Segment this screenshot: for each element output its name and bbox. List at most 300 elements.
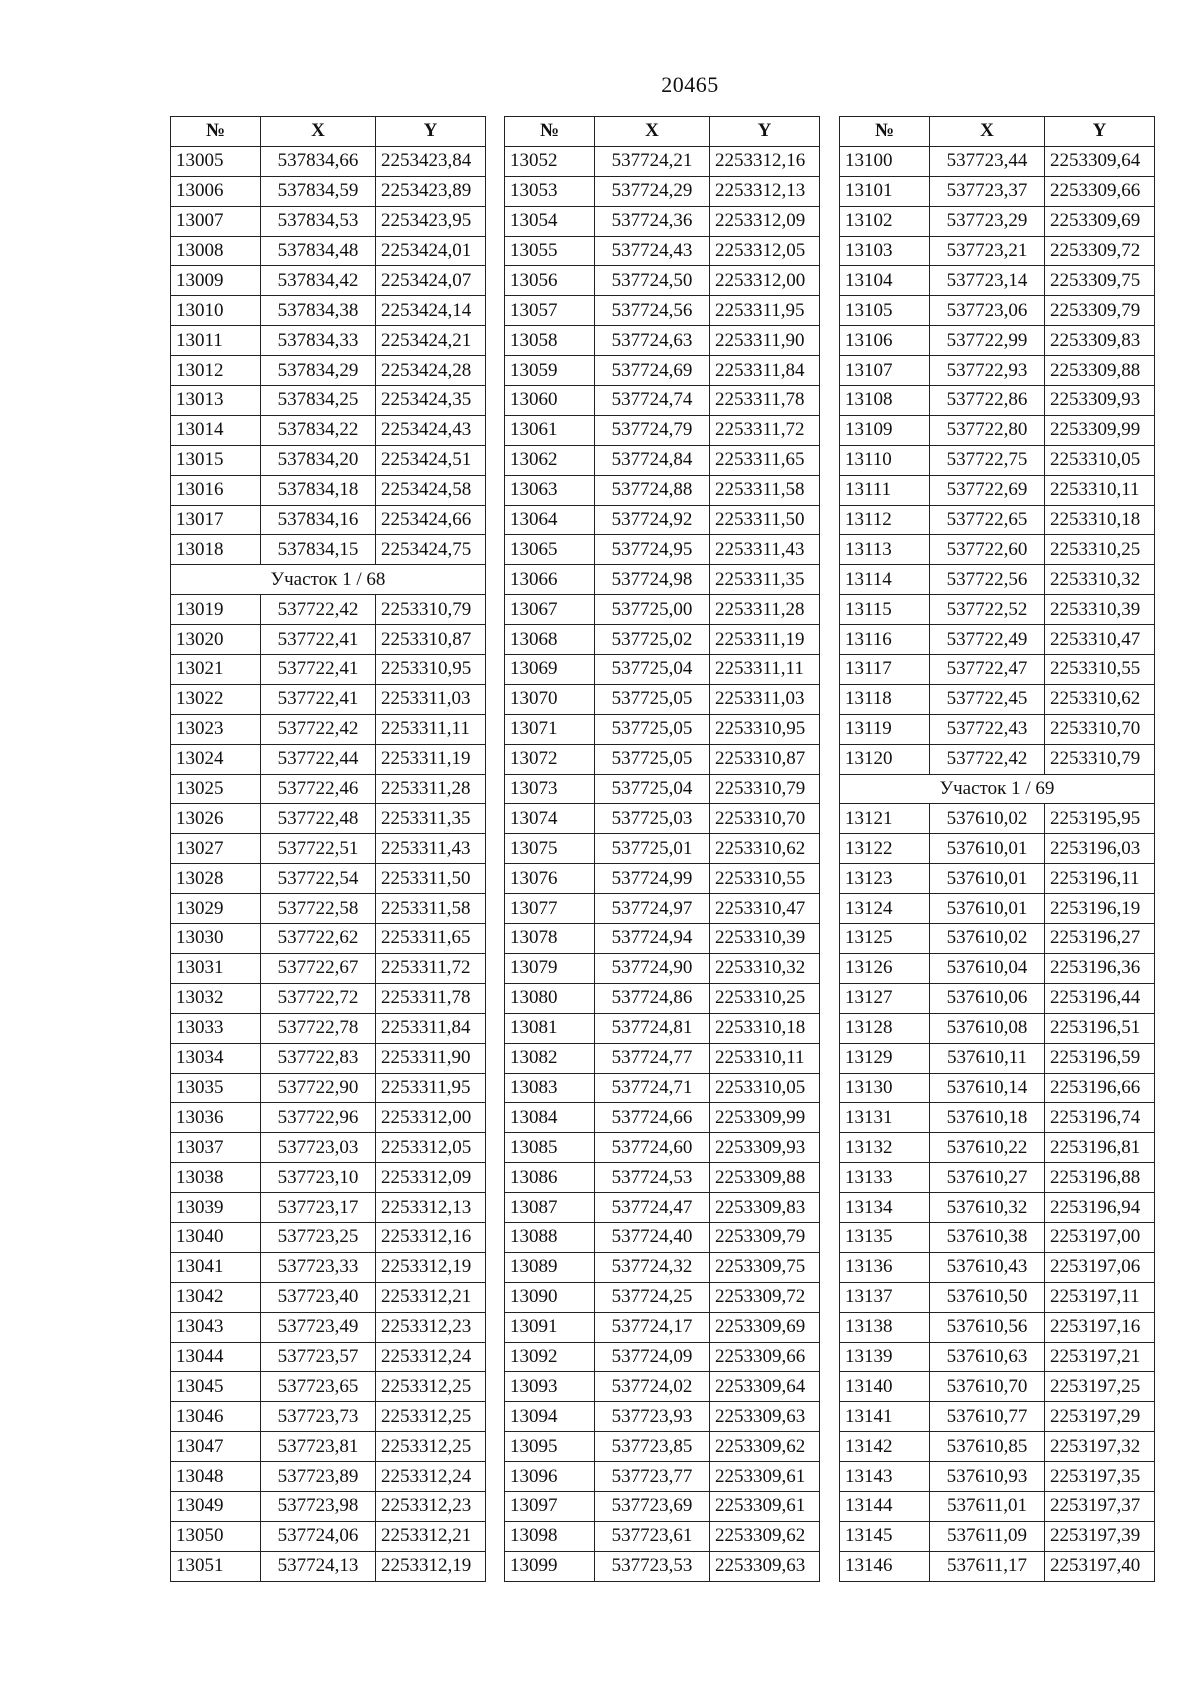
- y-coordinate: 2253310,95: [710, 714, 820, 744]
- y-coordinate: 2253424,35: [376, 386, 486, 416]
- table-row: [171, 1342, 486, 1372]
- point-number: 13008: [171, 236, 261, 266]
- x-coordinate: 537723,10: [261, 1163, 376, 1193]
- x-coordinate: 537724,94: [595, 924, 710, 954]
- x-coordinate: 537610,01: [930, 834, 1045, 864]
- table-row: [505, 924, 820, 954]
- table-row: [505, 1432, 820, 1462]
- x-coordinate: 537722,41: [261, 684, 376, 714]
- x-coordinate: 537724,63: [595, 326, 710, 356]
- x-coordinate: 537722,67: [261, 953, 376, 983]
- header-number: №: [505, 117, 595, 147]
- point-number: 13069: [505, 655, 595, 685]
- x-coordinate: 537723,29: [930, 206, 1045, 236]
- table-row: [505, 1521, 820, 1551]
- y-coordinate: 2253309,88: [710, 1163, 820, 1193]
- table-row: [171, 1013, 486, 1043]
- table-row: [505, 894, 820, 924]
- point-number: 13071: [505, 714, 595, 744]
- table-header-row: [171, 117, 486, 147]
- point-number: 13017: [171, 505, 261, 535]
- point-number: 13085: [505, 1133, 595, 1163]
- table-row: [171, 1551, 486, 1581]
- table-row: [840, 266, 1155, 296]
- y-coordinate: 2253309,64: [1045, 146, 1155, 176]
- x-coordinate: 537723,37: [930, 176, 1045, 206]
- x-coordinate: 537724,97: [595, 894, 710, 924]
- point-number: 13132: [840, 1133, 930, 1163]
- table-row: [505, 356, 820, 386]
- point-number: 13020: [171, 625, 261, 655]
- point-number: 13032: [171, 983, 261, 1013]
- y-coordinate: 2253311,95: [710, 296, 820, 326]
- point-number: 13142: [840, 1432, 930, 1462]
- point-number: 13108: [840, 386, 930, 416]
- table-row: [840, 505, 1155, 535]
- x-coordinate: 537610,93: [930, 1462, 1045, 1492]
- point-number: 13022: [171, 684, 261, 714]
- y-coordinate: 2253310,95: [376, 655, 486, 685]
- point-number: 13042: [171, 1282, 261, 1312]
- point-number: 13131: [840, 1103, 930, 1133]
- x-coordinate: 537722,96: [261, 1103, 376, 1133]
- x-coordinate: 537724,88: [595, 475, 710, 505]
- point-number: 13010: [171, 296, 261, 326]
- y-coordinate: 2253310,79: [1045, 744, 1155, 774]
- x-coordinate: 537725,01: [595, 834, 710, 864]
- table-row: [171, 1491, 486, 1521]
- point-number: 13116: [840, 625, 930, 655]
- table-row: [840, 565, 1155, 595]
- y-coordinate: 2253311,35: [376, 804, 486, 834]
- table-row: [171, 804, 486, 834]
- x-coordinate: 537722,78: [261, 1013, 376, 1043]
- y-coordinate: 2253311,65: [710, 445, 820, 475]
- x-coordinate: 537724,21: [595, 146, 710, 176]
- y-coordinate: 2253312,13: [376, 1193, 486, 1223]
- header-number: №: [171, 117, 261, 147]
- point-number: 13052: [505, 146, 595, 176]
- point-number: 13120: [840, 744, 930, 774]
- table-row: [171, 983, 486, 1013]
- table-row: [840, 684, 1155, 714]
- x-coordinate: 537723,25: [261, 1222, 376, 1252]
- point-number: 13110: [840, 445, 930, 475]
- table-row: [171, 1073, 486, 1103]
- y-coordinate: 2253311,90: [710, 326, 820, 356]
- x-coordinate: 537834,15: [261, 535, 376, 565]
- table-row: [505, 236, 820, 266]
- x-coordinate: 537610,06: [930, 983, 1045, 1013]
- y-coordinate: 2253423,84: [376, 146, 486, 176]
- table-row: [840, 804, 1155, 834]
- y-coordinate: 2253197,06: [1045, 1252, 1155, 1282]
- x-coordinate: 537834,53: [261, 206, 376, 236]
- x-coordinate: 537722,75: [930, 445, 1045, 475]
- point-number: 13144: [840, 1491, 930, 1521]
- point-number: 13011: [171, 326, 261, 356]
- point-number: 13068: [505, 625, 595, 655]
- y-coordinate: 2253310,87: [710, 744, 820, 774]
- y-coordinate: 2253310,25: [1045, 535, 1155, 565]
- table-row: [840, 714, 1155, 744]
- x-coordinate: 537724,95: [595, 535, 710, 565]
- table-row: [171, 266, 486, 296]
- table-row: [840, 1222, 1155, 1252]
- y-coordinate: 2253311,58: [710, 475, 820, 505]
- y-coordinate: 2253311,43: [376, 834, 486, 864]
- point-number: 13030: [171, 924, 261, 954]
- x-coordinate: 537722,49: [930, 625, 1045, 655]
- x-coordinate: 537722,42: [930, 744, 1045, 774]
- table-row: [171, 1222, 486, 1252]
- y-coordinate: 2253309,72: [710, 1282, 820, 1312]
- y-coordinate: 2253196,81: [1045, 1133, 1155, 1163]
- table-row: [171, 1252, 486, 1282]
- header-x: X: [595, 117, 710, 147]
- y-coordinate: 2253310,62: [710, 834, 820, 864]
- y-coordinate: 2253309,99: [1045, 415, 1155, 445]
- table-header-row: [840, 117, 1155, 147]
- y-coordinate: 2253309,79: [1045, 296, 1155, 326]
- y-coordinate: 2253423,95: [376, 206, 486, 236]
- x-coordinate: 537724,60: [595, 1133, 710, 1163]
- y-coordinate: 2253424,51: [376, 445, 486, 475]
- point-number: 13074: [505, 804, 595, 834]
- x-coordinate: 537610,27: [930, 1163, 1045, 1193]
- y-coordinate: 2253309,99: [710, 1103, 820, 1133]
- point-number: 13115: [840, 595, 930, 625]
- x-coordinate: 537834,16: [261, 505, 376, 535]
- y-coordinate: 2253312,25: [376, 1432, 486, 1462]
- x-coordinate: 537722,51: [261, 834, 376, 864]
- y-coordinate: 2253197,21: [1045, 1342, 1155, 1372]
- x-coordinate: 537610,02: [930, 804, 1045, 834]
- table-row: [840, 1462, 1155, 1492]
- table-row: [505, 714, 820, 744]
- table-row: [840, 744, 1155, 774]
- table-row: [505, 1043, 820, 1073]
- point-number: 13054: [505, 206, 595, 236]
- table-row: [840, 356, 1155, 386]
- table-row: [171, 864, 486, 894]
- x-coordinate: 537723,65: [261, 1372, 376, 1402]
- x-coordinate: 537724,71: [595, 1073, 710, 1103]
- point-number: 13095: [505, 1432, 595, 1462]
- table-row: [171, 1462, 486, 1492]
- table-row: [840, 386, 1155, 416]
- x-coordinate: 537723,89: [261, 1462, 376, 1492]
- table-row: [505, 1252, 820, 1282]
- point-number: 13121: [840, 804, 930, 834]
- point-number: 13093: [505, 1372, 595, 1402]
- x-coordinate: 537724,43: [595, 236, 710, 266]
- x-coordinate: 537611,17: [930, 1551, 1045, 1581]
- point-number: 13125: [840, 924, 930, 954]
- x-coordinate: 537723,61: [595, 1521, 710, 1551]
- point-number: 13105: [840, 296, 930, 326]
- x-coordinate: 537722,54: [261, 864, 376, 894]
- point-number: 13079: [505, 953, 595, 983]
- table-row: [840, 834, 1155, 864]
- point-number: 13107: [840, 356, 930, 386]
- point-number: 13041: [171, 1252, 261, 1282]
- table-row: [505, 1342, 820, 1372]
- x-coordinate: 537722,42: [261, 714, 376, 744]
- x-coordinate: 537610,01: [930, 894, 1045, 924]
- point-number: 13136: [840, 1252, 930, 1282]
- y-coordinate: 2253197,37: [1045, 1491, 1155, 1521]
- y-coordinate: 2253310,25: [710, 983, 820, 1013]
- y-coordinate: 2253311,58: [376, 894, 486, 924]
- y-coordinate: 2253309,69: [710, 1312, 820, 1342]
- table-row: [171, 475, 486, 505]
- table-row: [171, 1312, 486, 1342]
- point-number: 13086: [505, 1163, 595, 1193]
- point-number: 13024: [171, 744, 261, 774]
- x-coordinate: 537722,48: [261, 804, 376, 834]
- y-coordinate: 2253311,78: [376, 983, 486, 1013]
- point-number: 13139: [840, 1342, 930, 1372]
- x-coordinate: 537610,77: [930, 1402, 1045, 1432]
- point-number: 13064: [505, 505, 595, 535]
- table-row: [171, 894, 486, 924]
- y-coordinate: 2253310,05: [1045, 445, 1155, 475]
- y-coordinate: 2253424,66: [376, 505, 486, 535]
- table-row: [505, 1163, 820, 1193]
- x-coordinate: 537724,84: [595, 445, 710, 475]
- y-coordinate: 2253312,05: [710, 236, 820, 266]
- table-row: [171, 1133, 486, 1163]
- x-coordinate: 537724,06: [261, 1521, 376, 1551]
- y-coordinate: 2253311,78: [710, 386, 820, 416]
- y-coordinate: 2253310,79: [710, 774, 820, 804]
- table-row: [171, 655, 486, 685]
- y-coordinate: 2253196,94: [1045, 1193, 1155, 1223]
- x-coordinate: 537610,63: [930, 1342, 1045, 1372]
- x-coordinate: 537834,66: [261, 146, 376, 176]
- y-coordinate: 2253197,35: [1045, 1462, 1155, 1492]
- y-coordinate: 2253312,13: [710, 176, 820, 206]
- table-row: [505, 326, 820, 356]
- table-row: [505, 296, 820, 326]
- point-number: 13113: [840, 535, 930, 565]
- y-coordinate: 2253197,16: [1045, 1312, 1155, 1342]
- table-row: [840, 595, 1155, 625]
- table-row: [840, 1312, 1155, 1342]
- y-coordinate: 2253311,95: [376, 1073, 486, 1103]
- y-coordinate: 2253424,07: [376, 266, 486, 296]
- x-coordinate: 537723,98: [261, 1491, 376, 1521]
- table-row: [505, 1282, 820, 1312]
- point-number: 13072: [505, 744, 595, 774]
- y-coordinate: 2253197,29: [1045, 1402, 1155, 1432]
- table-row: [505, 1551, 820, 1581]
- point-number: 13092: [505, 1342, 595, 1372]
- x-coordinate: 537722,60: [930, 535, 1045, 565]
- x-coordinate: 537834,38: [261, 296, 376, 326]
- point-number: 13102: [840, 206, 930, 236]
- y-coordinate: 2253312,24: [376, 1342, 486, 1372]
- x-coordinate: 537724,53: [595, 1163, 710, 1193]
- table-row: [840, 1491, 1155, 1521]
- table-row: [171, 1043, 486, 1073]
- x-coordinate: 537723,40: [261, 1282, 376, 1312]
- y-coordinate: 2253311,03: [710, 684, 820, 714]
- table-row: [171, 535, 486, 565]
- y-coordinate: 2253312,23: [376, 1491, 486, 1521]
- y-coordinate: 2253310,47: [710, 894, 820, 924]
- y-coordinate: 2253311,65: [376, 924, 486, 954]
- x-coordinate: 537834,59: [261, 176, 376, 206]
- x-coordinate: 537724,77: [595, 1043, 710, 1073]
- point-number: 13099: [505, 1551, 595, 1581]
- point-number: 13111: [840, 475, 930, 505]
- point-number: 13145: [840, 1521, 930, 1551]
- table-row: [840, 1551, 1155, 1581]
- section-row: [171, 565, 486, 595]
- table-row: [840, 1103, 1155, 1133]
- table-row: [840, 445, 1155, 475]
- y-coordinate: 2253310,87: [376, 625, 486, 655]
- y-coordinate: 2253312,00: [710, 266, 820, 296]
- x-coordinate: 537834,42: [261, 266, 376, 296]
- point-number: 13055: [505, 236, 595, 266]
- header-number: №: [840, 117, 930, 147]
- y-coordinate: 2253309,64: [710, 1372, 820, 1402]
- x-coordinate: 537724,25: [595, 1282, 710, 1312]
- point-number: 13130: [840, 1073, 930, 1103]
- table-row: [840, 206, 1155, 236]
- x-coordinate: 537724,69: [595, 356, 710, 386]
- table-row: [505, 415, 820, 445]
- y-coordinate: 2253310,70: [1045, 714, 1155, 744]
- table-row: [840, 1342, 1155, 1372]
- x-coordinate: 537724,74: [595, 386, 710, 416]
- table-row: [505, 1073, 820, 1103]
- point-number: 13058: [505, 326, 595, 356]
- y-coordinate: 2253424,21: [376, 326, 486, 356]
- point-number: 13140: [840, 1372, 930, 1402]
- table-row: [840, 655, 1155, 685]
- y-coordinate: 2253309,79: [710, 1222, 820, 1252]
- point-number: 13015: [171, 445, 261, 475]
- y-coordinate: 2253197,11: [1045, 1282, 1155, 1312]
- table-row: [840, 1013, 1155, 1043]
- table-row: [840, 176, 1155, 206]
- table-row: [171, 505, 486, 535]
- table-row: [505, 206, 820, 236]
- x-coordinate: 537610,01: [930, 864, 1045, 894]
- point-number: 13007: [171, 206, 261, 236]
- x-coordinate: 537725,03: [595, 804, 710, 834]
- point-number: 13018: [171, 535, 261, 565]
- point-number: 13012: [171, 356, 261, 386]
- point-number: 13049: [171, 1491, 261, 1521]
- point-number: 13047: [171, 1432, 261, 1462]
- point-number: 13104: [840, 266, 930, 296]
- y-coordinate: 2253311,11: [376, 714, 486, 744]
- point-number: 13117: [840, 655, 930, 685]
- point-number: 13005: [171, 146, 261, 176]
- point-number: 13059: [505, 356, 595, 386]
- table-row: [505, 834, 820, 864]
- coordinates-table-2: [504, 116, 820, 1582]
- table-row: [505, 1312, 820, 1342]
- table-row: [840, 983, 1155, 1013]
- x-coordinate: 537724,32: [595, 1252, 710, 1282]
- x-coordinate: 537722,90: [261, 1073, 376, 1103]
- x-coordinate: 537723,06: [930, 296, 1045, 326]
- y-coordinate: 2253310,32: [1045, 565, 1155, 595]
- point-number: 13106: [840, 326, 930, 356]
- table-row: [505, 475, 820, 505]
- y-coordinate: 2253310,18: [1045, 505, 1155, 535]
- point-number: 13127: [840, 983, 930, 1013]
- table-row: [505, 565, 820, 595]
- x-coordinate: 537723,81: [261, 1432, 376, 1462]
- y-coordinate: 2253312,25: [376, 1372, 486, 1402]
- x-coordinate: 537723,44: [930, 146, 1045, 176]
- y-coordinate: 2253312,16: [376, 1222, 486, 1252]
- point-number: 13129: [840, 1043, 930, 1073]
- table-header-row: [505, 117, 820, 147]
- table-row: [840, 236, 1155, 266]
- y-coordinate: 2253311,72: [376, 953, 486, 983]
- x-coordinate: 537724,29: [595, 176, 710, 206]
- point-number: 13084: [505, 1103, 595, 1133]
- header-y: Y: [1045, 117, 1155, 147]
- table-row: [840, 326, 1155, 356]
- table-row: [840, 475, 1155, 505]
- table-row: [171, 774, 486, 804]
- y-coordinate: 2253197,32: [1045, 1432, 1155, 1462]
- point-number: 13035: [171, 1073, 261, 1103]
- table-row: [171, 714, 486, 744]
- point-number: 13076: [505, 864, 595, 894]
- x-coordinate: 537610,18: [930, 1103, 1045, 1133]
- point-number: 13061: [505, 415, 595, 445]
- y-coordinate: 2253311,43: [710, 535, 820, 565]
- x-coordinate: 537610,04: [930, 953, 1045, 983]
- y-coordinate: 2253197,25: [1045, 1372, 1155, 1402]
- section-label: Участок 1 / 69: [840, 774, 1155, 804]
- x-coordinate: 537723,57: [261, 1342, 376, 1372]
- header-y: Y: [710, 117, 820, 147]
- y-coordinate: 2253311,50: [710, 505, 820, 535]
- x-coordinate: 537610,56: [930, 1312, 1045, 1342]
- y-coordinate: 2253197,40: [1045, 1551, 1155, 1581]
- table-row: [171, 236, 486, 266]
- x-coordinate: 537834,22: [261, 415, 376, 445]
- table-row: [505, 595, 820, 625]
- x-coordinate: 537610,85: [930, 1432, 1045, 1462]
- point-number: 13033: [171, 1013, 261, 1043]
- point-number: 13141: [840, 1402, 930, 1432]
- y-coordinate: 2253196,36: [1045, 953, 1155, 983]
- x-coordinate: 537722,93: [930, 356, 1045, 386]
- x-coordinate: 537725,05: [595, 744, 710, 774]
- table-row: [171, 953, 486, 983]
- y-coordinate: 2253310,32: [710, 953, 820, 983]
- point-number: 13143: [840, 1462, 930, 1492]
- table-row: [840, 415, 1155, 445]
- table-row: [171, 445, 486, 475]
- point-number: 13067: [505, 595, 595, 625]
- point-number: 13063: [505, 475, 595, 505]
- table-row: [171, 206, 486, 236]
- table-row: [840, 296, 1155, 326]
